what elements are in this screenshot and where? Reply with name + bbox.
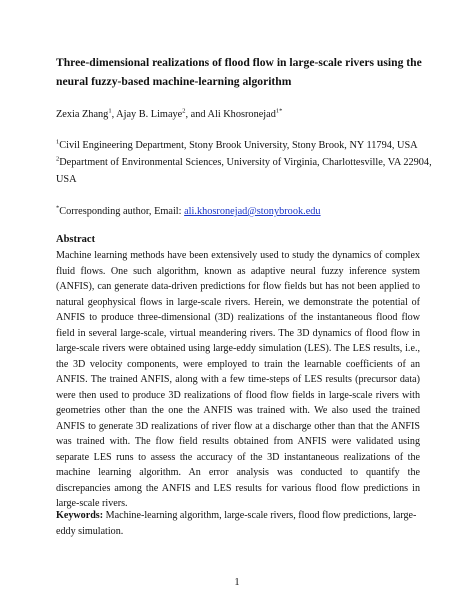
corresponding-mark: * (56, 204, 60, 212)
abstract-heading: Abstract (56, 234, 96, 245)
author-affiliation-mark: 2 (182, 107, 186, 115)
page-number: 1 (234, 577, 240, 588)
author-separator: , and (185, 109, 208, 120)
author-separator: , (111, 109, 117, 120)
paper-title: Three-dimensional realizations of flood flow in large-scale rivers using the neural fuzzy-based machine-learning algorithm (56, 56, 422, 88)
keywords (56, 508, 420, 539)
affiliation-text: Civil Engineering Department, Stony Brook University, Stony Brook, NY 11794, USA (59, 140, 418, 151)
author-name: Ali Khosronejad (207, 109, 276, 120)
keywords-label: Keywords: (56, 510, 104, 521)
corresponding-label: Corresponding author, Email: (59, 206, 185, 217)
affiliation (56, 155, 436, 188)
affiliation (56, 138, 436, 155)
email-link[interactable]: ali.khosronejad@stonybrook.edu (184, 206, 321, 217)
affiliation-mark: 2 (56, 155, 60, 163)
author-name: Zexia Zhang (56, 109, 109, 120)
keywords-text: Machine-learning algorithm, large-scale rivers, flood flow predictions, large-eddy simulation. (56, 510, 417, 537)
author-list (56, 108, 282, 122)
corresponding-author (56, 205, 321, 219)
affiliation-text: Department of Environmental Sciences, University of Virginia, Charlottesville, VA 22904, USA (56, 157, 432, 185)
author-name: Ajay B. Limaye (116, 109, 183, 120)
affiliation-mark: 1 (56, 138, 60, 146)
author-affiliation-mark: 1 (108, 107, 112, 115)
author-affiliation-mark: 1* (275, 107, 283, 115)
abstract-text: Machine learning methods have been extensively used to study the dynamics of complex fluid flows. One such algorithm, known as adaptive neural fuzzy inference system (ANFIS), can generate data-driven predictions for flow fields but has not been applied to natural geophysical flows in large-scale rivers. Herein, we demonstrate the potential of ANFIS to produce three-dimensional (3D) realizations of the instantaneous flood flow field in several large-scale, virtual meandering rivers. The 3D dynamics of flood flow in large-scale rivers were obtained using large-eddy simulation (LES). The LES results, i.e., the 3D velocity components, were employed to train the learnable coefficients of an ANFIS. The trained ANFIS, along with a few time-steps of LES results (precursor data) were then used to produce 3D realizations of flood flow fields in large-scale rivers with geometries other than the one the ANFIS was trained with. We also used the trained ANFIS to generate 3D realizations of river flow at a discharge other than that the ANFIS was trained with. The flow field results obtained from ANFIS were validated using separate LES runs to assess the accuracy of the 3D instantaneous realizations of the machine learning algorithm. An error analysis was conducted to quantify the discrepancies among the ANFIS and LES results for various flood flow predictions in large-scale rivers. (56, 250, 420, 509)
